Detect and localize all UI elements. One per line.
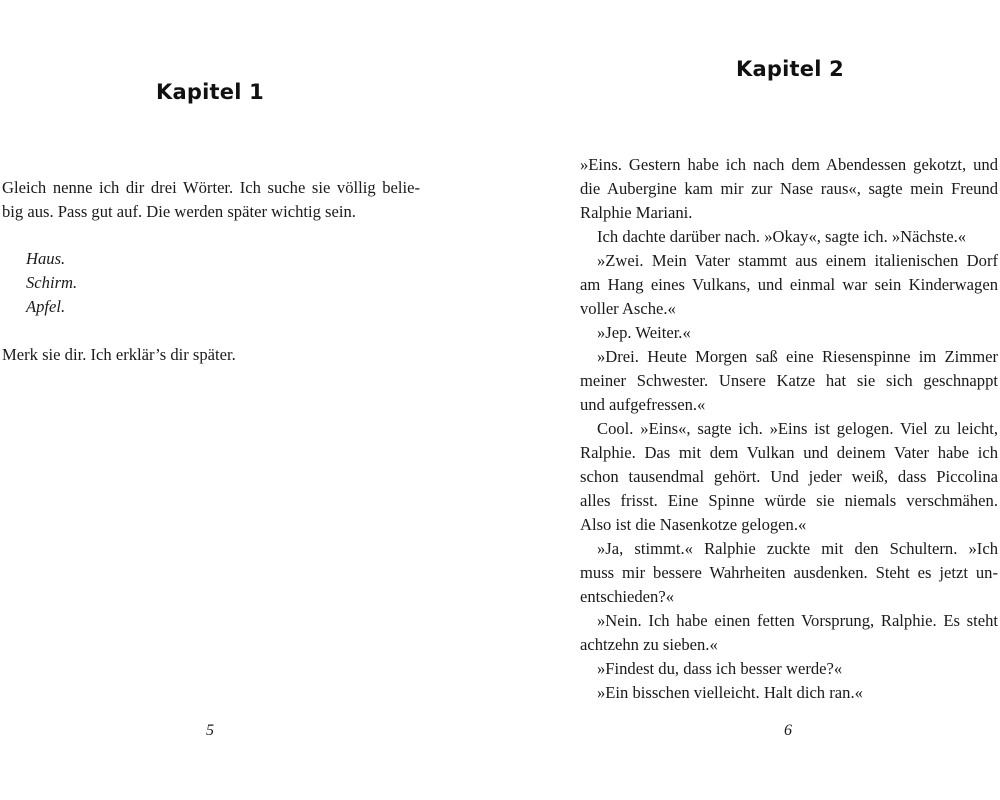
text-line: Cool. »Eins«, sagte ich. »Eins ist gelogen. Viel zu leicht,: [597, 419, 998, 438]
text-line: Ralphie Mariani.: [580, 203, 693, 222]
intro-line: big aus. Pass gut auf. Die werden später wichtig sein.: [2, 202, 356, 221]
text-line: Also ist die Nasenkotze gelogen.«: [580, 515, 807, 534]
text-line: und aufgefressen.«: [580, 395, 706, 414]
word-item: Apfel.: [26, 297, 66, 316]
text-line: achtzehn zu sieben.«: [580, 635, 718, 654]
text-line: schon tausendmal gehört. Und jeder weiß, dass Piccolina: [580, 467, 998, 486]
closing-paragraph: [2, 343, 420, 367]
text-line: »Jep. Weiter.«: [597, 323, 691, 342]
closing-line: Merk sie dir. Ich erklär’s dir später.: [2, 345, 236, 364]
text-line: meiner Schwester. Unsere Katze hat sie sich geschnappt: [580, 371, 998, 390]
word-item: Schirm.: [26, 273, 78, 292]
text-line: am Hang eines Vulkans, und einmal war sein Kinderwagen: [580, 275, 998, 294]
page-number-right: 6: [784, 722, 792, 739]
chapter-title-right: Kapitel 2: [736, 57, 844, 81]
word-list: [2, 247, 420, 319]
text-line: entschieden?«: [580, 587, 674, 606]
text-line: »Eins. Gestern habe ich nach dem Abendessen gekotzt, und: [580, 155, 998, 174]
word-item: Haus.: [26, 249, 66, 268]
page-number-left: 5: [206, 722, 214, 739]
text-line: »Nein. Ich habe einen fetten Vorsprung, Ralphie. Es steht: [597, 611, 998, 630]
chapter-2-text: [580, 153, 998, 705]
text-line: »Zwei. Mein Vater stammt aus einem italienischen Dorf: [597, 251, 998, 270]
intro-line: Gleich nenne ich dir drei Wörter. Ich suche sie völlig belie-: [2, 178, 420, 197]
text-line: »Ja, stimmt.« Ralphie zuckte mit den Schultern. »Ich: [597, 539, 998, 558]
text-line: muss mir bessere Wahrheiten ausdenken. Steht es jetzt un-: [580, 563, 998, 582]
intro-paragraph: [2, 176, 420, 224]
text-line: Ralphie. Das mit dem Vulkan und deinem Vater habe ich: [580, 443, 998, 462]
right-page: [580, 0, 1000, 800]
text-line: alles frisst. Eine Spinne würde sie niemals verschmähen.: [580, 491, 998, 510]
text-line: »Findest du, dass ich besser werde?«: [597, 659, 843, 678]
left-page: [0, 0, 420, 800]
text-line: die Aubergine kam mir zur Nase raus«, sagte mein Freund: [580, 179, 998, 198]
chapter-title-left: Kapitel 1: [156, 80, 264, 104]
text-line: Ich dachte darüber nach. »Okay«, sagte ich. »Nächste.«: [597, 227, 967, 246]
text-line: voller Asche.«: [580, 299, 676, 318]
text-line: »Ein bisschen vielleicht. Halt dich ran.«: [597, 683, 863, 702]
text-line: »Drei. Heute Morgen saß eine Riesenspinne im Zimmer: [597, 347, 998, 366]
